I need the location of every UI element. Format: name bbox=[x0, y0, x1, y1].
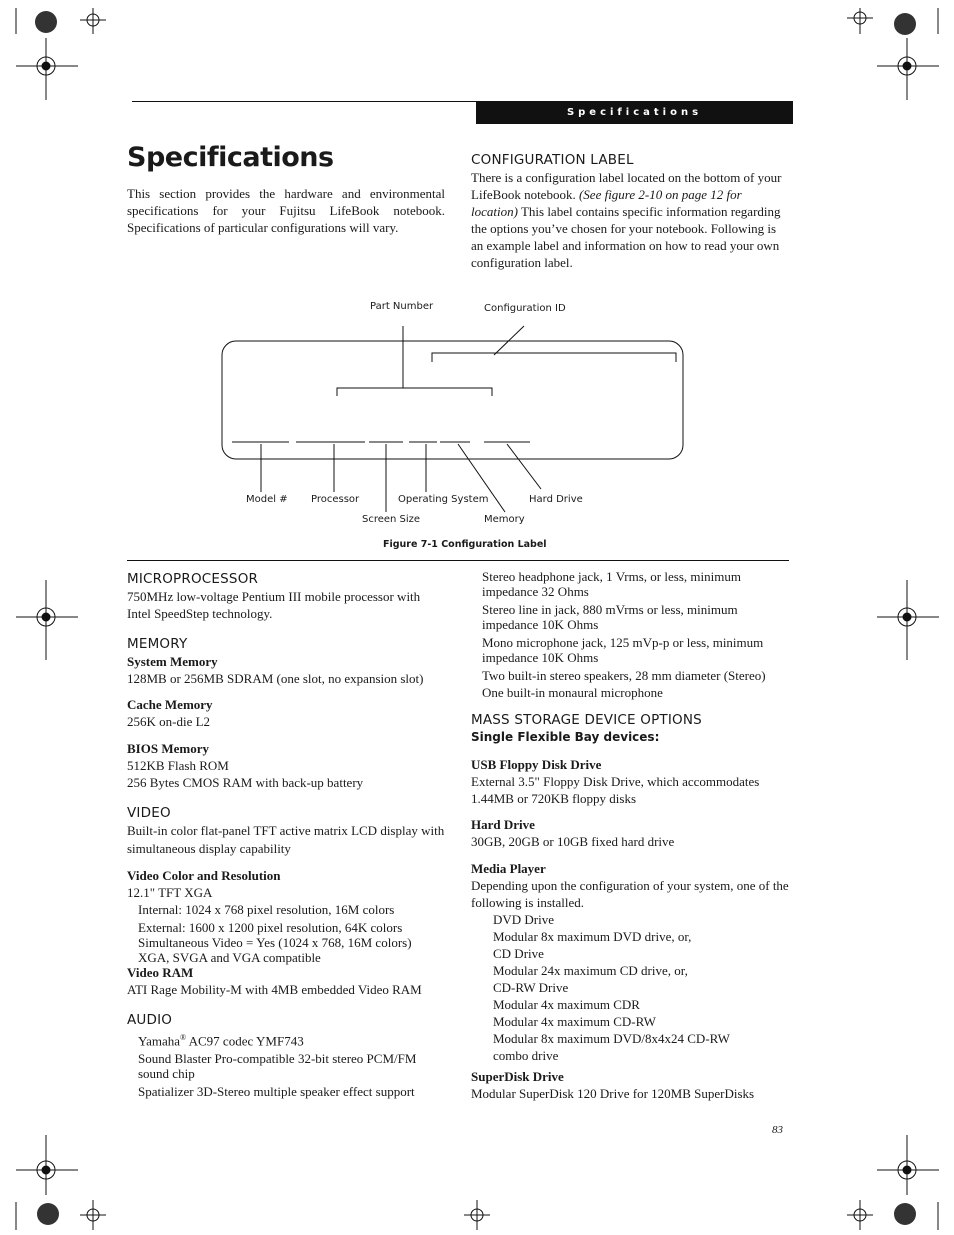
system-memory-title: System Memory bbox=[127, 654, 218, 669]
audio-builtin-mic: One built-in monaural microphone bbox=[482, 685, 663, 700]
video-compat: XGA, SVGA and VGA compatible bbox=[138, 950, 321, 965]
superdisk-text: Modular SuperDisk 120 Drive for 120MB SuperDisks bbox=[471, 1086, 755, 1101]
video-heading: VIDEO bbox=[127, 805, 171, 821]
audio-heading: AUDIO bbox=[127, 1012, 173, 1028]
intro-paragraph: This section provides the hardware and environmental specifications for your Fujitsu LifeBook notebook. Specifications of particular configurations will vary. bbox=[127, 186, 445, 235]
config-label-text-b: This label contains specific information regarding the options you’ve chosen for your notebook. Following is an example label and information on how to read your own configuration label. bbox=[471, 204, 781, 270]
media-item: Modular 4x maximum CD-RW bbox=[493, 1014, 656, 1029]
audio-codec-model: AC97 codec YMF743 bbox=[186, 1033, 304, 1049]
bios-memory-title: BIOS Memory bbox=[127, 741, 209, 756]
page-title: Specifications bbox=[127, 142, 334, 173]
crosshair-mark-bottom-left bbox=[16, 1135, 78, 1195]
hard-drive-text: 30GB, 20GB or 10GB fixed hard drive bbox=[471, 834, 675, 849]
crosshair-mark-bottom-right bbox=[877, 1135, 939, 1195]
label-screen-size: Screen Size bbox=[362, 514, 421, 525]
registered-mark: ® bbox=[180, 1033, 187, 1042]
crosshair-mark-right-mid bbox=[877, 580, 939, 660]
label-model: Model # bbox=[246, 494, 288, 505]
media-item: Modular 24x maximum CD drive, or, bbox=[493, 963, 688, 978]
audio-codec-brand: Yamaha bbox=[138, 1033, 181, 1049]
media-item: CD-RW Drive bbox=[493, 980, 569, 995]
figure-caption: Figure 7-1 Configuration Label bbox=[383, 539, 547, 550]
configuration-id-bracket bbox=[432, 353, 676, 362]
usb-floppy-text: External 3.5" Floppy Disk Drive, which accommodates 1.44MB or 720KB floppy disks bbox=[471, 774, 760, 806]
media-item: CD Drive bbox=[493, 946, 544, 961]
label-hard-drive: Hard Drive bbox=[529, 494, 583, 505]
media-player-text: Depending upon the configuration of your system, one of the following is installed. bbox=[471, 878, 789, 910]
page-number: 83 bbox=[772, 1124, 783, 1136]
superdisk-title: SuperDisk Drive bbox=[471, 1069, 564, 1084]
bios-memory-line1: 512KB Flash ROM bbox=[127, 758, 229, 773]
system-memory-text: 128MB or 256MB SDRAM (one slot, no expansion slot) bbox=[127, 671, 424, 686]
media-item: Modular 8x maximum DVD drive, or, bbox=[493, 929, 692, 944]
audio-speakers: Two built-in stereo speakers, 28 mm diameter (Stereo) bbox=[482, 668, 766, 683]
audio-spatializer: Spatializer 3D-Stereo multiple speaker effect support bbox=[138, 1084, 415, 1100]
microprocessor-heading: MICROPROCESSOR bbox=[127, 571, 259, 587]
audio-mic: Mono microphone jack, 125 mVp-p or less, minimum impedance 10K Ohms bbox=[482, 635, 764, 665]
figure-reference: (See figure 2-10 on page 12 for location) bbox=[471, 187, 742, 219]
video-color-title: Video Color and Resolution bbox=[127, 868, 281, 883]
video-simultaneous: Simultaneous Video = Yes (1024 x 768, 16M colors) bbox=[138, 935, 412, 950]
config-label-text-a: There is a configuration label located on the bottom of your LifeBook notebook. bbox=[471, 170, 782, 202]
media-item: DVD Drive bbox=[493, 912, 555, 927]
media-item: Modular 4x maximum CDR bbox=[493, 997, 640, 1012]
configuration-label-figure bbox=[0, 0, 954, 560]
media-item: Modular 8x maximum DVD/8x4x24 CD-RW combo drive bbox=[493, 1031, 730, 1063]
audio-codec bbox=[127, 1029, 447, 1049]
cache-memory-text: 256K on-die L2 bbox=[127, 714, 211, 729]
part-number-bracket bbox=[337, 388, 492, 396]
cache-memory-title: Cache Memory bbox=[127, 697, 213, 712]
crosshair-mark-left-mid bbox=[16, 580, 78, 660]
usb-floppy-title: USB Floppy Disk Drive bbox=[471, 757, 602, 772]
microprocessor-text: 750MHz low-voltage Pentium III mobile processor with Intel SpeedStep technology. bbox=[127, 589, 421, 621]
label-operating-system: Operating System bbox=[398, 494, 489, 505]
left-column bbox=[127, 570, 447, 1100]
hard-drive-leader bbox=[507, 444, 541, 489]
video-screen: 12.1" TFT XGA bbox=[127, 885, 213, 900]
video-ram-text: ATI Rage Mobility-M with 4MB embedded Video RAM bbox=[127, 982, 422, 997]
label-configuration-id: Configuration ID bbox=[484, 303, 566, 314]
section-divider bbox=[127, 560, 789, 561]
section-header-tab: Specifications bbox=[476, 101, 793, 124]
label-outline bbox=[222, 341, 683, 459]
video-external: External: 1600 x 1200 pixel resolution, 64K colors bbox=[138, 920, 403, 935]
mass-storage-heading: MASS STORAGE DEVICE OPTIONS bbox=[471, 712, 702, 728]
audio-headphone: Stereo headphone jack, 1 Vrms, or less, minimum impedance 32 Ohms bbox=[482, 569, 741, 599]
label-part-number: Part Number bbox=[370, 301, 434, 312]
video-internal: Internal: 1024 x 768 pixel resolution, 16M colors bbox=[138, 902, 395, 917]
label-processor: Processor bbox=[311, 494, 360, 505]
flexible-bay-title: Single Flexible Bay devices: bbox=[471, 730, 660, 744]
label-memory: Memory bbox=[484, 514, 525, 525]
audio-soundblaster: Sound Blaster Pro-compatible 32-bit stereo PCM/FM sound chip bbox=[138, 1051, 417, 1082]
bios-memory-line2: 256 Bytes CMOS RAM with back-up battery bbox=[127, 775, 364, 790]
media-player-title: Media Player bbox=[471, 861, 546, 876]
audio-line-in: Stereo line in jack, 880 mVrms or less, minimum impedance 10K Ohms bbox=[482, 602, 738, 632]
hard-drive-title: Hard Drive bbox=[471, 817, 535, 832]
memory-heading: MEMORY bbox=[127, 636, 188, 652]
video-ram-title: Video RAM bbox=[127, 965, 194, 980]
video-text: Built-in color flat-panel TFT active matrix LCD display with simultaneous display capability bbox=[127, 823, 445, 856]
right-column bbox=[471, 569, 791, 1102]
config-label-heading: CONFIGURATION LABEL bbox=[471, 152, 634, 168]
